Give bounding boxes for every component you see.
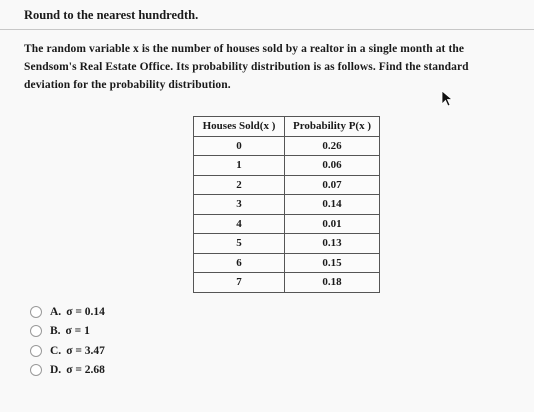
header-probability: Probability P(x ) <box>285 117 380 137</box>
choice-text: σ = 1 <box>65 325 90 337</box>
cell-x: 3 <box>194 195 285 215</box>
probability-distribution-table <box>193 116 380 293</box>
choice-text: σ = 3.47 <box>66 344 105 357</box>
cell-x: 7 <box>194 273 285 293</box>
table-header-row <box>194 117 380 137</box>
table-row <box>194 234 380 254</box>
table-row <box>194 273 380 293</box>
divider <box>0 29 534 30</box>
answer-choices <box>30 302 105 380</box>
question-line-1: The random variable x is the number of houses sold by a realtor in a single month at the <box>24 43 465 55</box>
mouse-pointer-icon <box>441 90 455 113</box>
radio-button-icon[interactable] <box>30 306 42 318</box>
choice-letter: A. <box>50 305 62 318</box>
table-row <box>194 175 380 195</box>
cell-x: 6 <box>194 253 285 273</box>
cell-x: 5 <box>194 234 285 254</box>
table-row <box>194 214 380 234</box>
choice-letter: D. <box>50 364 62 376</box>
cell-p: 0.18 <box>285 273 380 293</box>
table-row <box>194 136 380 156</box>
cell-p: 0.26 <box>285 136 380 156</box>
cell-x: 0 <box>194 136 285 156</box>
table-row <box>194 253 380 273</box>
radio-button-icon[interactable] <box>30 345 42 357</box>
choice-c[interactable] <box>30 341 105 360</box>
table-row <box>194 156 380 176</box>
choice-text: σ = 2.68 <box>66 364 105 376</box>
radio-button-icon[interactable] <box>30 325 42 337</box>
choice-text: σ = 0.14 <box>66 305 105 318</box>
header-houses-sold: Houses Sold(x ) <box>194 117 285 137</box>
cell-p: 0.15 <box>285 253 380 273</box>
cell-p: 0.06 <box>285 156 380 176</box>
question-line-3: deviation for the probability distribution. <box>24 79 231 91</box>
table-row <box>194 195 380 215</box>
radio-button-icon[interactable] <box>30 364 42 376</box>
question-line-2: Sendsom's Real Estate Office. Its probability distribution is as follows. Find the standard <box>24 61 469 73</box>
instruction-text: Round to the nearest hundredth. <box>24 8 199 22</box>
cell-p: 0.07 <box>285 175 380 195</box>
choice-d[interactable] <box>30 361 105 380</box>
choice-letter: B. <box>50 325 61 337</box>
cell-p: 0.14 <box>285 195 380 215</box>
cell-x: 1 <box>194 156 285 176</box>
choice-letter: C. <box>50 344 62 357</box>
cell-p: 0.13 <box>285 234 380 254</box>
cell-x: 2 <box>194 175 285 195</box>
choice-a[interactable] <box>30 302 105 321</box>
question-text <box>24 40 520 94</box>
cell-p: 0.01 <box>285 214 380 234</box>
cell-x: 4 <box>194 214 285 234</box>
choice-b[interactable] <box>30 322 105 341</box>
